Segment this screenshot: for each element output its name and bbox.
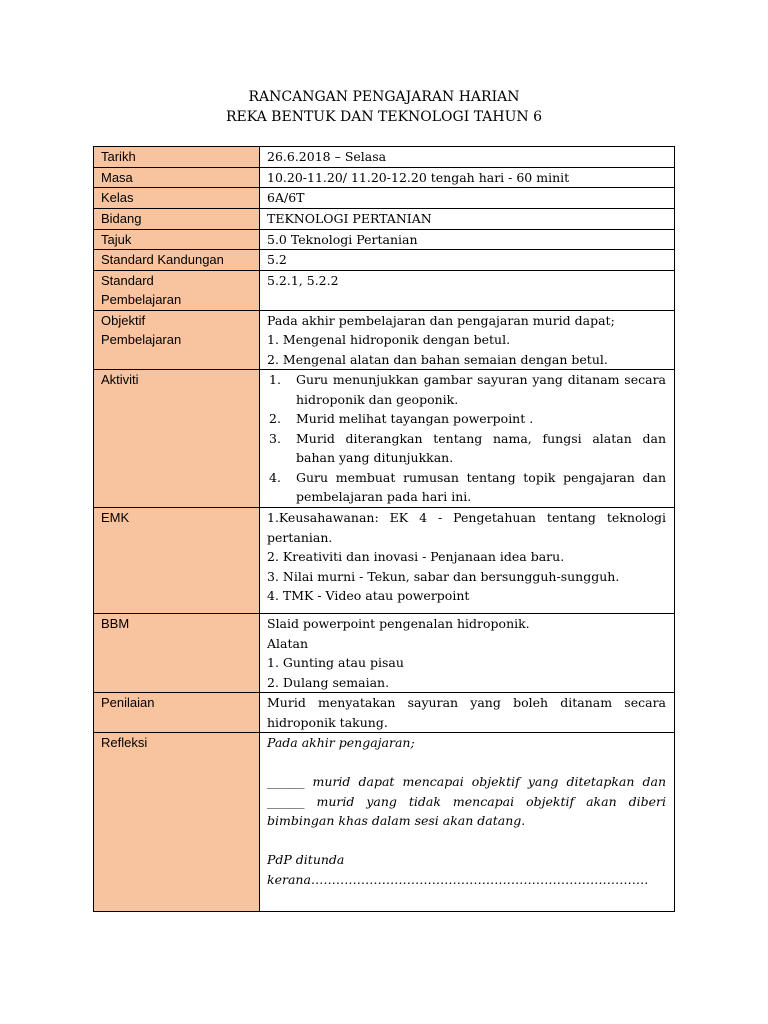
emk-item: 1.Keusahawanan: EK 4 - Pengetahuan tentang teknologi pertanian. — [267, 510, 666, 545]
value-aktiviti — [260, 370, 675, 508]
label-penilaian: Penilaian — [94, 693, 260, 733]
value-emk — [260, 508, 675, 614]
value-penilaian: Murid menyatakan sayuran yang boleh ditanam secara hidroponik takung. — [260, 693, 675, 733]
row-masa — [94, 167, 675, 188]
row-aktiviti — [94, 370, 675, 508]
bbm-line: Slaid powerpoint pengenalan hidroponik. — [267, 616, 530, 631]
objektif-line: Pada akhir pembelajaran dan pengajaran murid dapat; — [267, 312, 615, 328]
row-tarikh — [94, 147, 675, 168]
value-masa: 10.20-11.20/ 11.20-12.20 tengah hari - 60 minit — [260, 167, 675, 188]
row-refleksi — [94, 733, 675, 912]
label-line: Objektif — [101, 312, 146, 328]
label-emk: EMK — [94, 508, 260, 614]
spacer — [267, 753, 666, 773]
label-line: Pembelajaran — [101, 292, 182, 307]
refleksi-kerana: kerana……………………………………………………………………… — [267, 871, 649, 887]
aktiviti-list — [269, 370, 666, 507]
bbm-line: 2. Dulang semaian. — [267, 674, 390, 690]
row-tajuk — [94, 229, 675, 250]
refleksi-intro: Pada akhir pengajaran; — [267, 735, 415, 750]
refleksi-paragraph: ______ murid dapat mencapai objektif yang ditetapkan dan ______ murid yang tidak mencapai objektif akan diberi bimbingan khas dalam sesi akan datang. — [267, 774, 666, 828]
label-bidang: Bidang — [94, 208, 260, 229]
value-bbm — [260, 614, 675, 693]
label-bbm: BBM — [94, 614, 260, 693]
label-standard-kandungan: Standard Kandungan — [94, 250, 260, 271]
row-bbm — [94, 614, 675, 693]
label-tajuk: Tajuk — [94, 229, 260, 250]
value-bidang: TEKNOLOGI PERTANIAN — [260, 208, 675, 229]
label-aktiviti: Aktiviti — [94, 370, 260, 508]
row-bidang — [94, 208, 675, 229]
label-objektif — [94, 310, 260, 370]
list-item: 1. Guru menunjukkan gambar sayuran yang ditanam secara hidroponik dan geoponik. — [269, 372, 666, 407]
value-objektif — [260, 310, 675, 370]
objektif-line: 1. Mengenal hidroponik dengan betul. — [267, 332, 511, 347]
list-item: 2. Murid melihat tayangan powerpoint . — [269, 411, 534, 426]
row-standard-pembelajaran — [94, 270, 675, 310]
label-masa: Masa — [94, 167, 260, 188]
document-title: RANCANGAN PENGAJARAN HARIAN — [248, 89, 520, 105]
label-refleksi: Refleksi — [94, 733, 260, 912]
objektif-line: 2. Mengenal alatan dan bahan semaian dengan betul. — [267, 351, 608, 367]
row-kelas — [94, 188, 675, 209]
emk-item: 4. TMK - Video atau powerpoint — [267, 588, 470, 603]
lesson-plan-table — [93, 146, 675, 912]
list-item: 3. Murid diterangkan tentang nama, fungsi alatan dan bahan yang ditunjukkan. — [269, 430, 666, 465]
label-tarikh: Tarikh — [94, 147, 260, 168]
value-standard-kandungan: 5.2 — [260, 250, 675, 271]
emk-item: 3. Nilai murni - Tekun, sabar dan bersungguh-sungguh. — [267, 568, 620, 584]
emk-item: 2. Kreativiti dan inovasi - Penjanaan idea baru. — [267, 549, 565, 564]
label-line: Standard — [101, 272, 154, 288]
bbm-line: Alatan — [267, 635, 309, 651]
value-tajuk: 5.0 Teknologi Pertanian — [260, 229, 675, 250]
row-emk — [94, 508, 675, 614]
value-standard-pembelajaran: 5.2.1, 5.2.2 — [260, 270, 675, 310]
row-penilaian — [94, 693, 675, 733]
label-kelas: Kelas — [94, 188, 260, 209]
list-item: 4. Guru membuat rumusan tentang topik pengajaran dan pembelajaran pada hari ini. — [269, 469, 666, 504]
spacer — [267, 831, 666, 851]
document-subtitle: REKA BENTUK DAN TEKNOLOGI TAHUN 6 — [225, 109, 543, 125]
row-standard-kandungan — [94, 250, 675, 271]
bbm-line: 1. Gunting atau pisau — [267, 655, 404, 670]
label-standard-pembelajaran — [94, 270, 260, 310]
value-refleksi — [260, 733, 675, 912]
value-tarikh: 26.6.2018 – Selasa — [260, 147, 675, 168]
row-objektif — [94, 310, 675, 370]
value-kelas: 6A/6T — [260, 188, 675, 209]
label-line: Pembelajaran — [101, 332, 182, 347]
refleksi-pdp: PdP ditunda — [267, 852, 345, 867]
